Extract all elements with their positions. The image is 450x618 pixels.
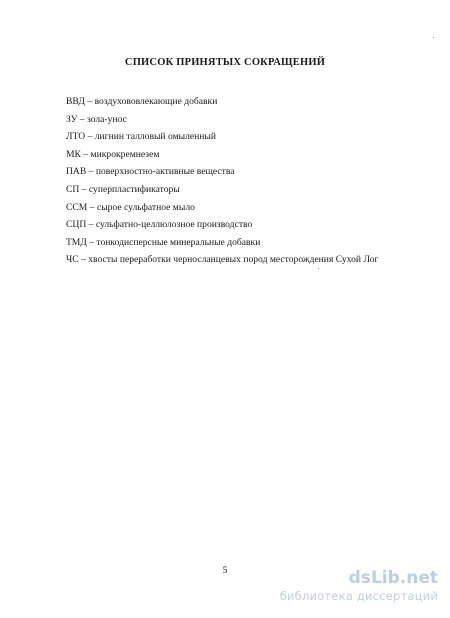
abbreviation-list bbox=[66, 93, 426, 269]
abbreviation-separator: – bbox=[84, 96, 95, 107]
abbreviation-item bbox=[66, 146, 426, 164]
abbreviation-definition: суперпластификаторы bbox=[88, 183, 180, 195]
abbreviation-separator: – bbox=[77, 113, 87, 125]
abbreviation-term: ПАВ bbox=[66, 166, 87, 178]
abbreviation-separator: – bbox=[78, 254, 89, 266]
abbreviation-item bbox=[66, 163, 426, 181]
abbreviation-term: ССМ bbox=[66, 201, 88, 213]
abbreviation-item bbox=[66, 128, 426, 146]
scan-speck bbox=[433, 37, 434, 38]
abbreviation-term: ВВД bbox=[66, 96, 85, 107]
abbreviation-item bbox=[66, 181, 426, 199]
abbreviation-term: ЗУ bbox=[66, 113, 78, 125]
abbreviation-separator: – bbox=[79, 183, 89, 195]
abbreviation-definition: микрокремнезем bbox=[90, 148, 160, 160]
abbreviation-definition: тонкодисперсные минеральные добавки bbox=[96, 236, 261, 248]
abbreviation-item bbox=[66, 234, 426, 252]
abbreviation-term: ТМД bbox=[66, 236, 87, 248]
abbreviation-definition: зола-унос bbox=[86, 113, 127, 125]
abbreviation-separator: – bbox=[86, 219, 96, 231]
abbreviation-term: СП bbox=[66, 183, 80, 195]
abbreviation-term: ЧС bbox=[66, 254, 79, 266]
abbreviation-definition: сульфатно-целлюлозное производство bbox=[95, 219, 253, 231]
abbreviation-item bbox=[66, 251, 426, 269]
abbreviation-term: МК bbox=[66, 148, 81, 160]
abbreviation-separator: – bbox=[80, 148, 91, 160]
page-title: СПИСОК ПРИНЯТЫХ СОКРАЩЕНИЙ bbox=[124, 57, 326, 68]
scan-speck bbox=[318, 268, 319, 269]
abbreviation-term: СЦП bbox=[66, 219, 87, 231]
watermark-subtitle: библиотека диссертаций bbox=[279, 589, 438, 603]
abbreviation-item bbox=[66, 111, 426, 129]
abbreviation-definition: воздухововлекающие добавки bbox=[94, 96, 218, 107]
abbreviation-term: ЛТО bbox=[66, 131, 86, 143]
abbreviation-item bbox=[66, 93, 426, 111]
abbreviation-definition: сырое сульфатное мыло bbox=[96, 201, 195, 213]
abbreviation-definition: хвосты переработки черносланцевых пород месторождения Сухой Лог bbox=[88, 254, 379, 266]
watermark bbox=[248, 568, 438, 608]
abbreviation-item bbox=[66, 199, 426, 217]
abbreviation-definition: поверхностно-активные вещества bbox=[95, 166, 235, 178]
abbreviation-separator: – bbox=[87, 201, 97, 213]
abbreviation-item bbox=[66, 216, 426, 234]
abbreviation-separator: – bbox=[85, 131, 95, 143]
page-number: 5 bbox=[222, 566, 228, 576]
abbreviation-definition: лигнин талловый омыленный bbox=[94, 131, 216, 143]
abbreviation-separator: – bbox=[86, 166, 96, 178]
abbreviation-separator: – bbox=[86, 236, 97, 248]
watermark-logo: dsLib.net bbox=[348, 568, 438, 588]
